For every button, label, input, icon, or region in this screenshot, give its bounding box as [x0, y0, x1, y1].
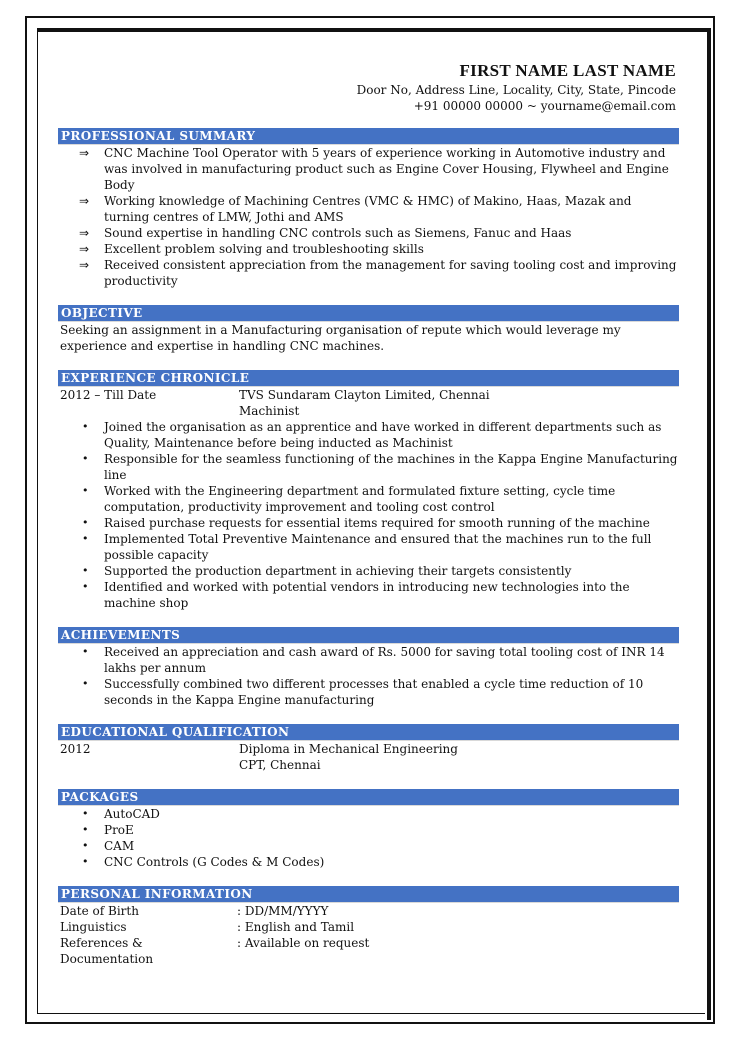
list-item: • Supported the production department in achieving their targets consistently — [82, 564, 572, 578]
experience-list — [58, 419, 679, 611]
list-item: • Identified and worked with potential vendors in introducing new technologies into the machine shop — [82, 580, 630, 610]
personal-row-references — [58, 935, 679, 967]
personal-value: : DD/MM/YYYY — [237, 904, 329, 918]
personal-label: References & Documentation — [60, 936, 154, 966]
education-details — [239, 741, 679, 773]
list-item: ⇒ Working knowledge of Machining Centres (VMC & HMC) of Makino, Haas, Mazak and turning centres of LMW, Jothi and AMS — [79, 194, 632, 224]
section-education — [58, 724, 679, 773]
list-item: • Worked with the Engineering department and formulated fixture setting, cycle time computation, productivity improvement and tooling cost control — [82, 484, 616, 514]
section-heading: PROFESSIONAL SUMMARY — [58, 128, 679, 145]
packages-list — [58, 806, 679, 870]
section-personal-information — [58, 886, 679, 967]
institute-name: CPT, Chennai — [239, 758, 321, 772]
section-heading: EXPERIENCE CHRONICLE — [58, 370, 679, 387]
personal-value: : Available on request — [237, 936, 370, 950]
list-item: • Joined the organisation as an apprentice and have worked in different departments such as Quality, Maintenance before being inducted as Machinist — [82, 420, 662, 450]
bullet-icon: • — [82, 420, 89, 433]
company-name: TVS Sundaram Clayton Limited, Chennai — [239, 388, 490, 402]
bullet-icon: • — [82, 855, 89, 868]
experience-employer — [239, 387, 679, 419]
personal-row-dob — [58, 903, 679, 919]
bullet-icon: • — [82, 484, 89, 497]
section-achievements — [58, 627, 679, 708]
candidate-name: FIRST NAME LAST NAME — [459, 61, 676, 80]
bullet-icon: • — [82, 807, 89, 820]
personal-row-linguistics — [58, 919, 679, 935]
list-item: • AutoCAD — [82, 807, 160, 821]
section-heading: PACKAGES — [58, 789, 679, 806]
section-heading: EDUCATIONAL QUALIFICATION — [58, 724, 679, 741]
list-item: • Successfully combined two different processes that enabled a cycle time reduction of 10 seconds in the Kappa Engine manufacturing — [82, 677, 644, 707]
arrow-bullet-icon: ⇒ — [79, 146, 90, 160]
education-year: 2012 — [60, 742, 91, 756]
list-item: • Implemented Total Preventive Maintenance and ensured that the machines run to the full possible capacity — [82, 532, 652, 562]
contact-line: +91 00000 00000 ~ yourname@email.com — [413, 99, 676, 113]
list-item: • Responsible for the seamless functioning of the machines in the Kappa Engine Manufacturing line — [82, 452, 678, 482]
list-item: • ProE — [82, 823, 134, 837]
arrow-bullet-icon: ⇒ — [79, 226, 90, 240]
list-item: ⇒ CNC Machine Tool Operator with 5 years of experience working in Automotive industry and was involved in manufacturing product such as Engine Cover Housing, Flywheel and Engine Body — [79, 146, 669, 192]
personal-value: : English and Tamil — [237, 920, 355, 934]
section-experience — [58, 370, 679, 611]
list-item: • CNC Controls (G Codes & M Codes) — [82, 855, 325, 869]
arrow-bullet-icon: ⇒ — [79, 258, 90, 272]
experience-row — [58, 387, 679, 419]
job-role: Machinist — [239, 404, 300, 418]
objective-text: Seeking an assignment in a Manufacturing organisation of repute which would leverage my experience and expertise in handling CNC machines. — [60, 323, 621, 353]
resume-header — [357, 60, 676, 114]
resume-body — [58, 128, 679, 983]
arrow-bullet-icon: ⇒ — [79, 242, 90, 256]
list-item: ⇒ Received consistent appreciation from the management for saving tooling cost and improving productivity — [79, 258, 677, 288]
list-item: ⇒ Excellent problem solving and troubleshooting skills — [79, 242, 424, 256]
achievements-list — [58, 644, 679, 708]
personal-label: Date of Birth — [60, 904, 139, 918]
bullet-icon: • — [82, 823, 89, 836]
bullet-icon: • — [82, 452, 89, 465]
section-professional-summary — [58, 128, 679, 289]
arrow-bullet-icon: ⇒ — [79, 194, 90, 208]
section-heading: ACHIEVEMENTS — [58, 627, 679, 644]
bullet-icon: • — [82, 645, 89, 658]
section-packages — [58, 789, 679, 870]
bullet-icon: • — [82, 839, 89, 852]
section-heading: PERSONAL INFORMATION — [58, 886, 679, 903]
list-item: • Raised purchase requests for essential items required for smooth running of the machine — [82, 516, 650, 530]
education-row — [58, 741, 679, 773]
list-item: • CAM — [82, 839, 135, 853]
summary-list — [58, 145, 679, 289]
bullet-icon: • — [82, 532, 89, 545]
bullet-icon: • — [82, 677, 89, 690]
list-item: • Received an appreciation and cash award of Rs. 5000 for saving total tooling cost of INR 14 lakhs per annum — [82, 645, 665, 675]
bullet-icon: • — [82, 516, 89, 529]
section-objective — [58, 305, 679, 354]
bullet-icon: • — [82, 580, 89, 593]
personal-label: Linguistics — [60, 920, 127, 934]
section-heading: OBJECTIVE — [58, 305, 679, 322]
list-item: ⇒ Sound expertise in handling CNC controls such as Siemens, Fanuc and Haas — [79, 226, 572, 240]
bullet-icon: • — [82, 564, 89, 577]
address-line: Door No, Address Line, Locality, City, State, Pincode — [356, 83, 676, 97]
experience-period: 2012 – Till Date — [60, 388, 157, 402]
degree-name: Diploma in Mechanical Engineering — [239, 742, 458, 756]
